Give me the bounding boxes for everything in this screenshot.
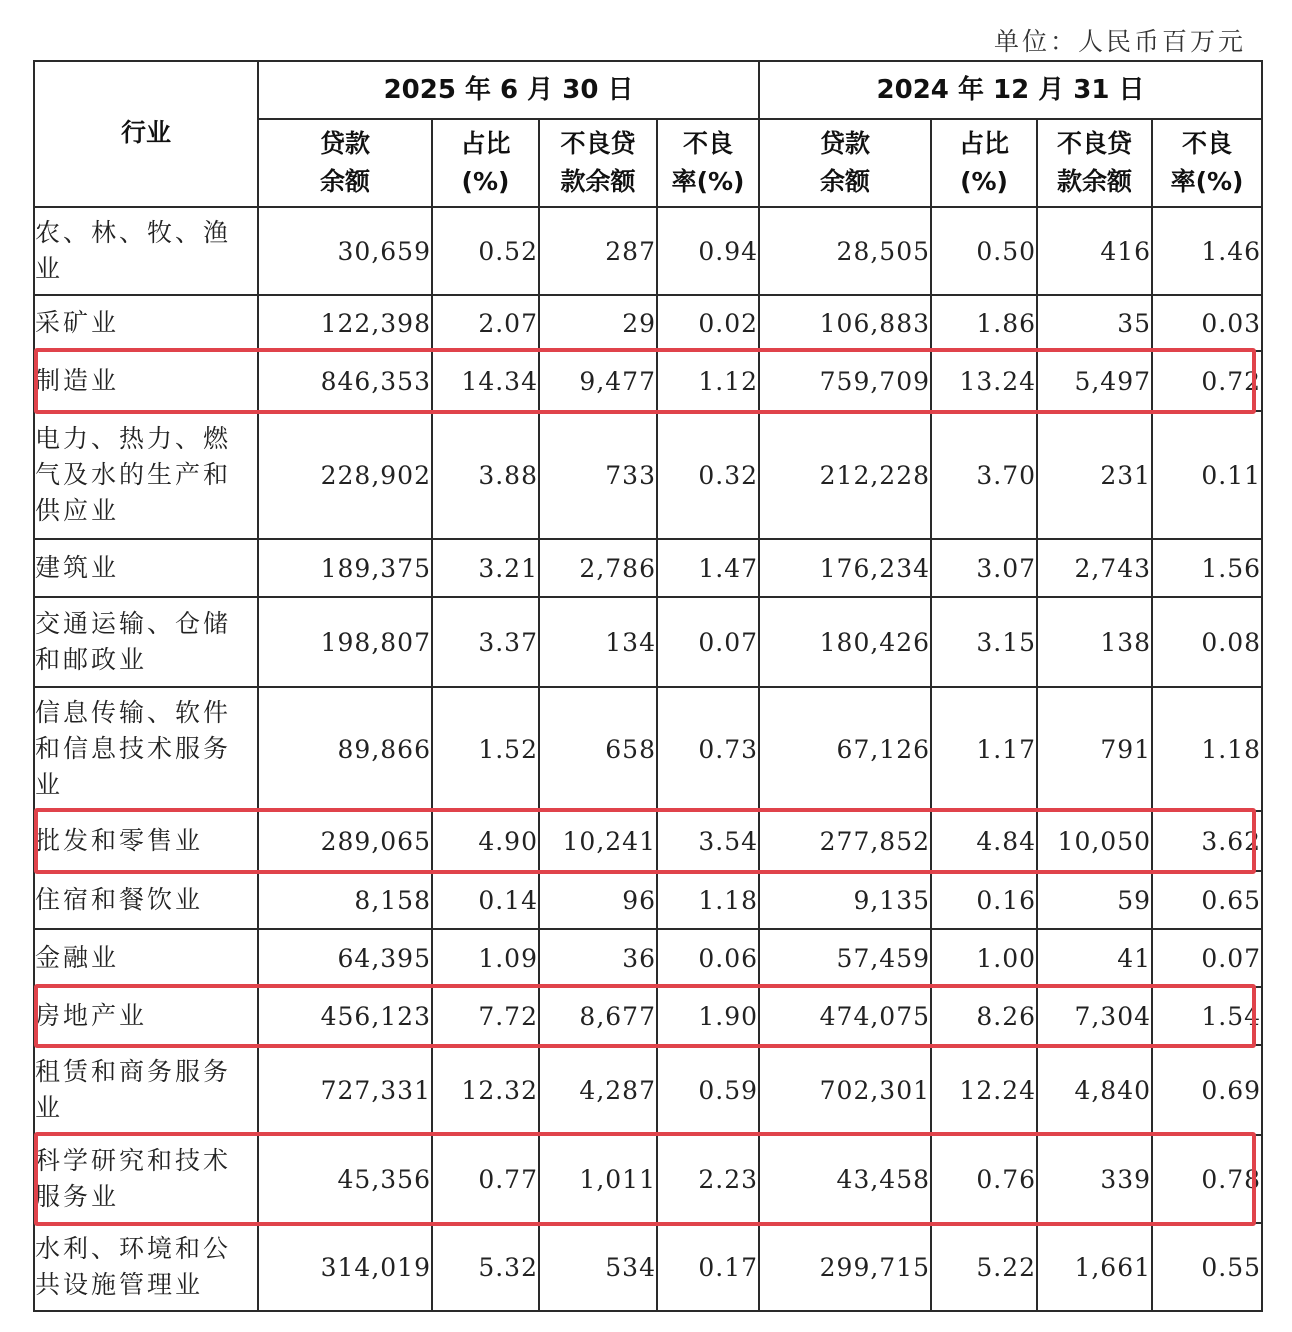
industry-cell: 科学研究和技术服务业	[34, 1135, 258, 1223]
value-cell-npl-balance: 534	[539, 1223, 657, 1311]
value-cell-loan-balance: 759,709	[759, 351, 931, 411]
value-cell-share-pct: 4.90	[432, 811, 539, 871]
value-cell-npl-ratio: 0.02	[657, 295, 759, 351]
value-cell-npl-balance: 4,287	[539, 1045, 657, 1135]
value-cell-share-pct: 1.52	[432, 687, 539, 811]
value-cell-loan-balance: 67,126	[759, 687, 931, 811]
column-header-line: 贷款	[319, 129, 370, 158]
column-header-line: 不良	[683, 129, 734, 158]
table-row	[34, 687, 1262, 811]
table-row	[34, 295, 1262, 351]
value-cell-npl-balance: 1,661	[1037, 1223, 1152, 1311]
value-cell-npl-balance: 96	[539, 871, 657, 929]
table-row	[34, 1045, 1262, 1135]
column-header-line: (%)	[461, 167, 510, 196]
column-header-share-pct-2025	[432, 119, 539, 207]
value-cell-npl-ratio: 0.59	[657, 1045, 759, 1135]
value-cell-npl-ratio: 0.55	[1152, 1223, 1262, 1311]
value-cell-npl-ratio: 0.73	[657, 687, 759, 811]
table-row	[34, 871, 1262, 929]
table-row	[34, 1223, 1262, 1311]
value-cell-npl-ratio: 1.47	[657, 539, 759, 597]
column-header-line: 占比	[460, 129, 511, 158]
value-cell-share-pct: 0.77	[432, 1135, 539, 1223]
column-header-npl-ratio-2024	[1152, 119, 1262, 207]
value-cell-loan-balance: 456,123	[258, 987, 432, 1045]
value-cell-loan-balance: 314,019	[258, 1223, 432, 1311]
industry-cell: 金融业	[34, 929, 258, 987]
value-cell-share-pct: 0.16	[931, 871, 1037, 929]
value-cell-share-pct: 0.76	[931, 1135, 1037, 1223]
table-row	[34, 539, 1262, 597]
value-cell-loan-balance: 106,883	[759, 295, 931, 351]
period-header-2024: 2024 年 12 月 31 日	[759, 61, 1262, 119]
value-cell-share-pct: 2.07	[432, 295, 539, 351]
value-cell-share-pct: 5.22	[931, 1223, 1037, 1311]
value-cell-npl-balance: 59	[1037, 871, 1152, 929]
value-cell-npl-balance: 29	[539, 295, 657, 351]
value-cell-npl-ratio: 0.17	[657, 1223, 759, 1311]
column-header-line: 余额	[319, 167, 370, 196]
industry-cell: 制造业	[34, 351, 258, 411]
industry-cell: 租赁和商务服务业	[34, 1045, 258, 1135]
industry-cell: 信息传输、软件和信息技术服务业	[34, 687, 258, 811]
column-header-loan-balance-2024	[759, 119, 931, 207]
value-cell-loan-balance: 289,065	[258, 811, 432, 871]
value-cell-npl-ratio: 3.54	[657, 811, 759, 871]
unit-label: 单位：人民币百万元	[993, 27, 1246, 56]
value-cell-npl-ratio: 1.90	[657, 987, 759, 1045]
value-cell-npl-balance: 5,497	[1037, 351, 1152, 411]
value-cell-share-pct: 0.52	[432, 207, 539, 295]
column-header-line: 余额	[820, 167, 871, 196]
value-cell-loan-balance: 846,353	[258, 351, 432, 411]
table-row	[34, 411, 1262, 539]
industry-cell: 住宿和餐饮业	[34, 871, 258, 929]
value-cell-npl-ratio: 1.56	[1152, 539, 1262, 597]
column-header-npl-ratio-2025	[657, 119, 759, 207]
value-cell-share-pct: 3.15	[931, 597, 1037, 687]
value-cell-npl-balance: 138	[1037, 597, 1152, 687]
value-cell-npl-ratio: 3.62	[1152, 811, 1262, 871]
value-cell-share-pct: 5.32	[432, 1223, 539, 1311]
value-cell-loan-balance: 57,459	[759, 929, 931, 987]
industry-cell: 批发和零售业	[34, 811, 258, 871]
value-cell-loan-balance: 189,375	[258, 539, 432, 597]
value-cell-npl-balance: 36	[539, 929, 657, 987]
value-cell-npl-ratio: 2.23	[657, 1135, 759, 1223]
value-cell-share-pct: 14.34	[432, 351, 539, 411]
value-cell-loan-balance: 277,852	[759, 811, 931, 871]
value-cell-npl-ratio: 0.08	[1152, 597, 1262, 687]
value-cell-npl-ratio: 0.72	[1152, 351, 1262, 411]
column-header-line: 率(%)	[1170, 167, 1244, 196]
table-row	[34, 811, 1262, 871]
value-cell-share-pct: 3.07	[931, 539, 1037, 597]
value-cell-npl-balance: 287	[539, 207, 657, 295]
table-row	[34, 987, 1262, 1045]
value-cell-npl-balance: 339	[1037, 1135, 1152, 1223]
table-row	[34, 597, 1262, 687]
value-cell-npl-balance: 416	[1037, 207, 1152, 295]
industry-cell: 电力、热力、燃气及水的生产和供应业	[34, 411, 258, 539]
value-cell-npl-balance: 10,050	[1037, 811, 1152, 871]
value-cell-npl-ratio: 0.07	[657, 597, 759, 687]
value-cell-npl-balance: 231	[1037, 411, 1152, 539]
industry-cell: 水利、环境和公共设施管理业	[34, 1223, 258, 1311]
value-cell-npl-ratio: 0.78	[1152, 1135, 1262, 1223]
value-cell-npl-ratio: 0.06	[657, 929, 759, 987]
value-cell-share-pct: 13.24	[931, 351, 1037, 411]
value-cell-npl-ratio: 0.94	[657, 207, 759, 295]
value-cell-npl-ratio: 0.69	[1152, 1045, 1262, 1135]
loan-industry-table	[33, 60, 1263, 1312]
industry-cell: 房地产业	[34, 987, 258, 1045]
value-cell-npl-ratio: 1.18	[657, 871, 759, 929]
column-header-line: 不良	[1182, 129, 1233, 158]
value-cell-share-pct: 12.24	[931, 1045, 1037, 1135]
value-cell-npl-ratio: 1.12	[657, 351, 759, 411]
industry-cell: 农、林、牧、渔业	[34, 207, 258, 295]
column-header-npl-balance-2025	[539, 119, 657, 207]
industry-cell: 交通运输、仓储和邮政业	[34, 597, 258, 687]
value-cell-share-pct: 1.17	[931, 687, 1037, 811]
value-cell-npl-balance: 4,840	[1037, 1045, 1152, 1135]
value-cell-npl-balance: 733	[539, 411, 657, 539]
column-header-line: 不良贷	[560, 129, 636, 158]
value-cell-loan-balance: 702,301	[759, 1045, 931, 1135]
period-header-2025: 2025 年 6 月 30 日	[258, 61, 759, 119]
value-cell-npl-balance: 10,241	[539, 811, 657, 871]
value-cell-loan-balance: 43,458	[759, 1135, 931, 1223]
value-cell-npl-ratio: 0.03	[1152, 295, 1262, 351]
value-cell-share-pct: 1.00	[931, 929, 1037, 987]
column-header-line: 款余额	[1057, 167, 1133, 196]
value-cell-loan-balance: 299,715	[759, 1223, 931, 1311]
column-header-npl-balance-2024	[1037, 119, 1152, 207]
value-cell-loan-balance: 28,505	[759, 207, 931, 295]
value-cell-loan-balance: 212,228	[759, 411, 931, 539]
value-cell-npl-balance: 7,304	[1037, 987, 1152, 1045]
value-cell-npl-ratio: 0.32	[657, 411, 759, 539]
value-cell-loan-balance: 8,158	[258, 871, 432, 929]
value-cell-npl-ratio: 0.07	[1152, 929, 1262, 987]
value-cell-npl-balance: 1,011	[539, 1135, 657, 1223]
value-cell-npl-balance: 35	[1037, 295, 1152, 351]
column-header-line: 不良贷	[1057, 129, 1133, 158]
value-cell-share-pct: 1.86	[931, 295, 1037, 351]
value-cell-share-pct: 3.88	[432, 411, 539, 539]
column-header-line: 贷款	[820, 129, 871, 158]
value-cell-share-pct: 3.21	[432, 539, 539, 597]
value-cell-npl-balance: 658	[539, 687, 657, 811]
column-header-share-pct-2024	[931, 119, 1037, 207]
value-cell-loan-balance: 122,398	[258, 295, 432, 351]
industry-cell: 建筑业	[34, 539, 258, 597]
table-row	[34, 1135, 1262, 1223]
value-cell-loan-balance: 474,075	[759, 987, 931, 1045]
value-cell-npl-ratio: 1.46	[1152, 207, 1262, 295]
value-cell-npl-balance: 791	[1037, 687, 1152, 811]
value-cell-npl-balance: 2,786	[539, 539, 657, 597]
column-header-loan-balance-2025	[258, 119, 432, 207]
value-cell-npl-ratio: 1.18	[1152, 687, 1262, 811]
value-cell-loan-balance: 727,331	[258, 1045, 432, 1135]
value-cell-npl-balance: 134	[539, 597, 657, 687]
value-cell-loan-balance: 176,234	[759, 539, 931, 597]
value-cell-loan-balance: 180,426	[759, 597, 931, 687]
value-cell-share-pct: 8.26	[931, 987, 1037, 1045]
value-cell-share-pct: 7.72	[432, 987, 539, 1045]
column-header-line: (%)	[960, 167, 1008, 196]
value-cell-loan-balance: 45,356	[258, 1135, 432, 1223]
value-cell-loan-balance: 64,395	[258, 929, 432, 987]
value-cell-loan-balance: 228,902	[258, 411, 432, 539]
value-cell-share-pct: 0.50	[931, 207, 1037, 295]
value-cell-loan-balance: 9,135	[759, 871, 931, 929]
value-cell-share-pct: 1.09	[432, 929, 539, 987]
value-cell-share-pct: 3.37	[432, 597, 539, 687]
column-header-line: 占比	[959, 129, 1010, 158]
value-cell-loan-balance: 30,659	[258, 207, 432, 295]
table-row	[34, 207, 1262, 295]
value-cell-share-pct: 4.84	[931, 811, 1037, 871]
value-cell-npl-balance: 9,477	[539, 351, 657, 411]
column-header-line: 款余额	[560, 167, 636, 196]
table-body	[34, 207, 1262, 1311]
value-cell-npl-ratio: 1.54	[1152, 987, 1262, 1045]
value-cell-npl-balance: 2,743	[1037, 539, 1152, 597]
table-row	[34, 351, 1262, 411]
value-cell-npl-ratio: 0.11	[1152, 411, 1262, 539]
table-row	[34, 929, 1262, 987]
value-cell-share-pct: 12.32	[432, 1045, 539, 1135]
industry-header: 行业	[34, 61, 258, 207]
value-cell-share-pct: 0.14	[432, 871, 539, 929]
industry-cell: 采矿业	[34, 295, 258, 351]
value-cell-npl-ratio: 0.65	[1152, 871, 1262, 929]
value-cell-loan-balance: 198,807	[258, 597, 432, 687]
value-cell-loan-balance: 89,866	[258, 687, 432, 811]
value-cell-npl-balance: 8,677	[539, 987, 657, 1045]
value-cell-share-pct: 3.70	[931, 411, 1037, 539]
column-header-line: 率(%)	[671, 167, 745, 196]
header-row-periods	[34, 61, 1262, 119]
value-cell-npl-balance: 41	[1037, 929, 1152, 987]
